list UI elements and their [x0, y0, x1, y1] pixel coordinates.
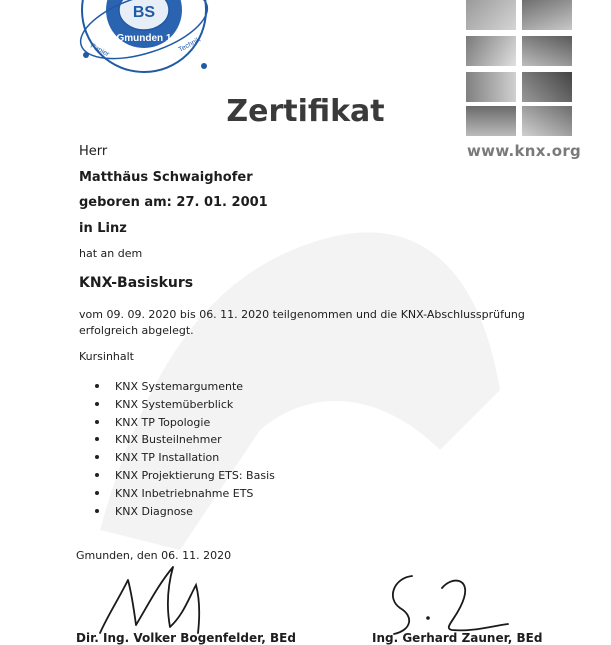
salutation: Herr	[79, 144, 108, 159]
logo-left-text: Papier	[89, 42, 111, 59]
logo-bottom-text: Gmunden 1	[116, 33, 172, 44]
list-item: KNX Systemüberblick	[95, 396, 275, 414]
completion-text: vom 09. 09. 2020 bis 06. 11. 2020 teilgenommen und die KNX-Abschlussprüfung erfolgreich abgelegt.	[79, 308, 525, 337]
knx-photo-tile	[522, 36, 572, 66]
knx-photo-tile	[522, 0, 572, 30]
logo-initials: BS	[132, 4, 156, 21]
birth-date: geboren am: 27. 01. 2001	[79, 195, 268, 210]
knx-url: www.knx.org	[467, 142, 582, 160]
list-item: KNX Systemargumente	[95, 378, 275, 396]
recipient-name: Matthäus Schwaighofer	[79, 170, 253, 185]
birth-place: in Linz	[79, 221, 127, 236]
list-item: KNX TP Topologie	[95, 414, 275, 432]
school-logo	[76, 0, 212, 76]
course-content-list	[95, 378, 275, 520]
signatory-left: Dir. Ing. Volker Bogenfelder, BEd	[76, 631, 296, 645]
list-item: KNX TP Installation	[95, 449, 275, 467]
knx-photo-tile	[466, 36, 516, 66]
signature-right	[372, 568, 512, 640]
list-item: KNX Diagnose	[95, 503, 275, 521]
list-item: KNX Projektierung ETS: Basis	[95, 467, 275, 485]
signature-left	[88, 555, 238, 640]
logo-right-text: Technik	[177, 36, 202, 54]
place-date: Gmunden, den 06. 11. 2020	[76, 549, 232, 562]
list-item: KNX Busteilnehmer	[95, 431, 275, 449]
list-item: KNX Inbetriebnahme ETS	[95, 485, 275, 503]
knx-photo-tile	[466, 0, 516, 30]
course-name: KNX-Basiskurs	[79, 275, 194, 291]
intro-text: hat an dem	[79, 247, 143, 260]
certificate-title: Zertifikat	[226, 94, 385, 129]
content-heading: Kursinhalt	[79, 350, 134, 363]
signatory-right: Ing. Gerhard Zauner, BEd	[372, 631, 543, 645]
